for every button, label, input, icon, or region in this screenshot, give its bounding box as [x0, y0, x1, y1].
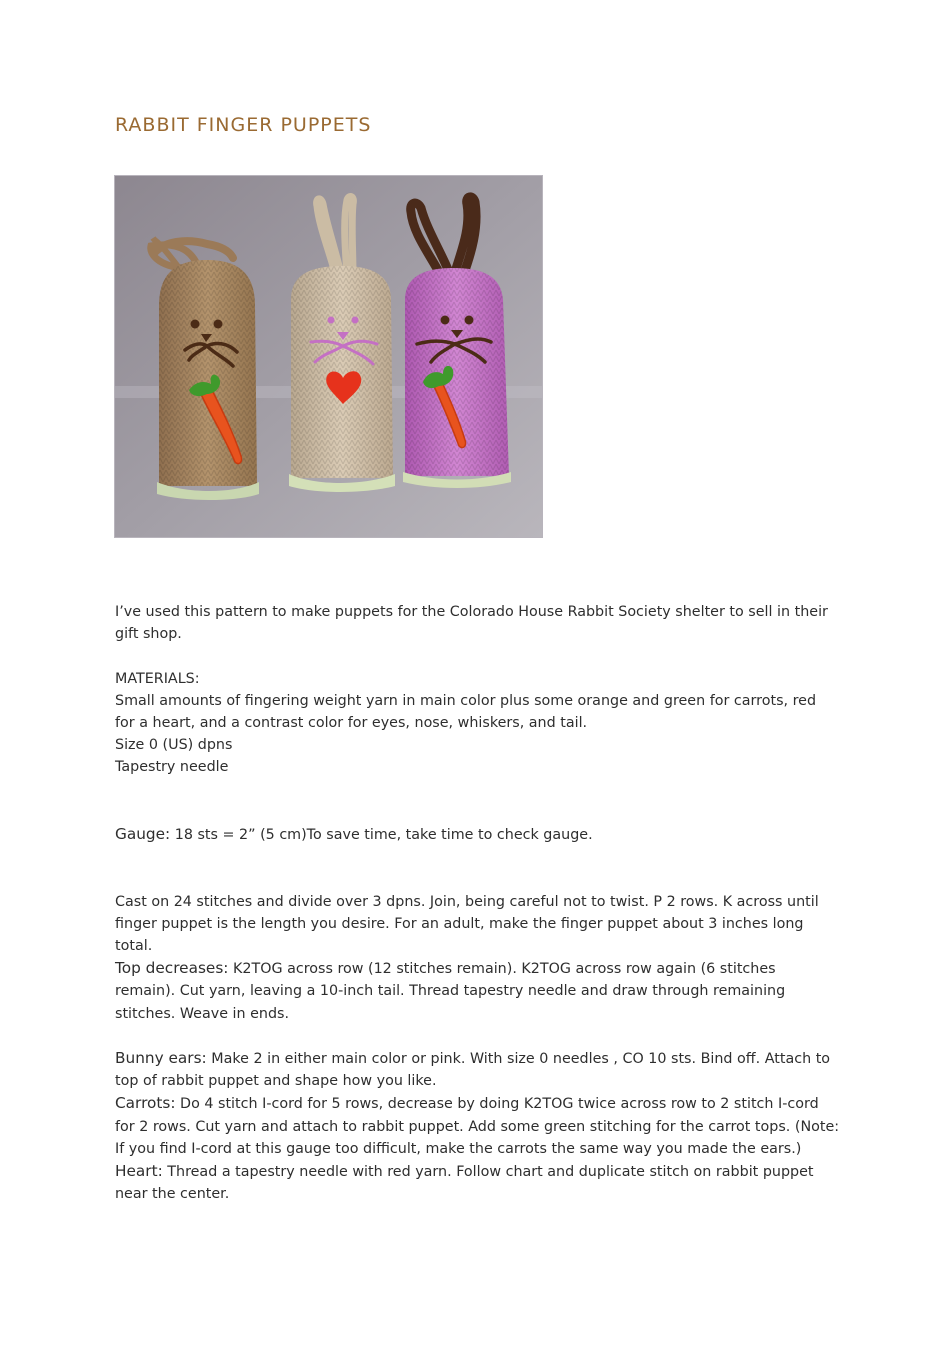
cast-on-paragraph: Cast on 24 stitches and divide over 3 dpns. Join, being careful not to twist. P 2 rows. K across until finger puppet is the length you desire. For an adult, make the finger puppet about 3 inches long total.	[115, 893, 819, 954]
tan-rabbit-puppet	[151, 238, 259, 500]
gauge-label: Gauge:	[115, 825, 171, 843]
top-decreases-label: Top decreases:	[115, 959, 229, 978]
carrots-paragraph	[115, 1092, 840, 1160]
top-decreases-text: K2TOG across row (12 stitches remain). K2TOG across row again (6 stitches remain). Cut yarn, leaving a 10-inch tail. Thread tapestry needle and draw through remaining stitches. Weave in ends.	[115, 961, 786, 1022]
materials-heading: MATERIALS:	[115, 670, 200, 687]
heart-paragraph	[115, 1160, 840, 1205]
bunny-ears-text: Make 2 in either main color or pink. With size 0 needles , CO 10 sts. Bind off. Attach to top of rabbit puppet and shape how you like.	[115, 1051, 831, 1090]
intro-paragraph: I’ve used this pattern to make puppets for the Colorado House Rabbit Society shelter to sell in their gift shop.	[115, 604, 828, 643]
bunny-ears-paragraph	[115, 1047, 840, 1092]
gauge-paragraph	[115, 823, 840, 846]
pattern-text	[115, 601, 840, 1205]
page-title: RABBIT FINGER PUPPETS	[115, 114, 372, 136]
rabbit-puppets-photo	[114, 175, 543, 538]
carrots-label: Carrots:	[115, 1094, 176, 1113]
rabbit-puppets-image	[115, 176, 542, 537]
materials-item: Small amounts of fingering weight yarn in main color plus some orange and green for carrots, red for a heart, and a contrast color for eyes, nose, whiskers, and tail.	[115, 692, 817, 731]
materials-item: Tapestry needle	[115, 759, 229, 776]
heart-text: Thread a tapestry needle with red yarn. Follow chart and duplicate stitch on rabbit puppet near the center.	[115, 1164, 814, 1203]
gauge-text: 18 sts = 2” (5 cm)To save time, take time to check gauge.	[170, 827, 593, 843]
heart-label: Heart:	[115, 1162, 163, 1181]
materials-item: Size 0 (US) dpns	[115, 737, 233, 754]
top-decreases-paragraph	[115, 957, 840, 1025]
carrots-text: Do 4 stitch I-cord for 5 rows, decrease by doing K2TOG twice across row to 2 stitch I-cord for 2 rows. Cut yarn and attach to rabbit puppet. Add some green stitching for the carrot tops. (Note: If you find I-cord at this gauge too difficult, make the carrots the same way you made the ears.)	[115, 1096, 840, 1157]
bunny-ears-label: Bunny ears:	[115, 1049, 207, 1067]
